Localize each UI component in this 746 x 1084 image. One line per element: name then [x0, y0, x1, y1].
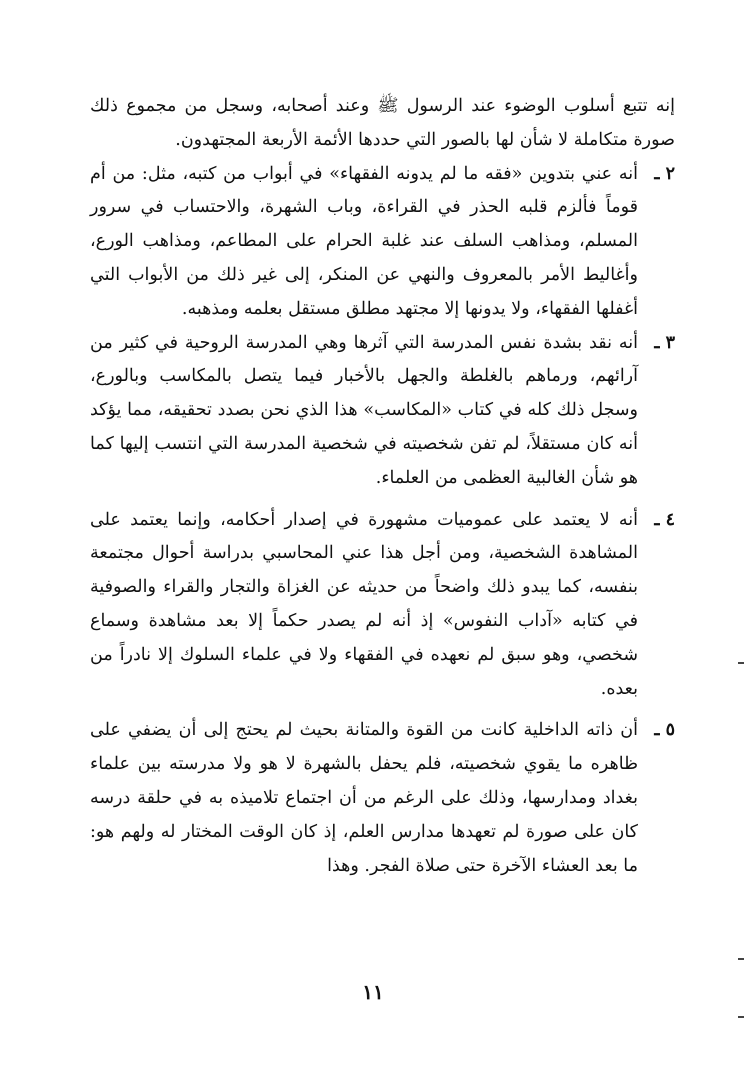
item-number: ٥ ـ — [654, 720, 675, 741]
list-item-2 — [90, 158, 675, 327]
list-item-5 — [90, 714, 675, 883]
item-text: أنه عني بتدوين «فقه ما لم يدونه الفقهاء» في أبواب من كتبه، مثل: من أم قوماً فألزم قلبه الحذر في القراءة، وباب الشهرة، والاحتساب في سرور المسلم، ومذاهب السلف عند غلبة الحرام على المطاعم، ومذاهب الورع، وأغاليط الأمر بالمعروف والنهي عن المنكر، إلى غير ذلك من الأبواب التي أغفلها الفقهاء، ولا يدونها إلا مجتهد مطلق مستقل بعلمه ومذهبه. — [90, 163, 638, 319]
intro-paragraph: إنه تتبع أسلوب الوضوء عند الرسول ﷺ وعند أصحابه، وسجل من مجموع ذلك صورة متكاملة لا شأن لها بالصور التي حددها الأئمة الأربعة المجتهدون. — [90, 96, 675, 150]
scan-mark — [738, 662, 744, 664]
item-text: أن ذاته الداخلية كانت من القوة والمتانة بحيث لم يحتج إلى أن يضفي على ظاهره ما يقوي شخصيته، فلم يحفل بالشهرة لا هو ولا مدرسته بين علماء بغداد ومدارسها، وذلك على الرغم من أن اجتماع تلاميذه به في حلقة درسه كان على صورة لم تعهدها مدارس العلم، إذ كان الوقت المختار له ولهم هو: ما بعد العشاء الآخرة حتى صلاة الفجر. وهذا — [90, 720, 638, 876]
page-body — [90, 90, 675, 883]
item-text: أنه نقد بشدة نفس المدرسة التي آثرها وهي المدرسة الروحية في كثير من آرائهم، ورماهم بالغلطة والجهل بالأخبار فيما يتصل بالمكاسب وبالورع، وسجل ذلك كله في كتاب «المكاسب» هذا الذي نحن بصدد تحقيقه، مما يؤكد أنه كان مستقلاً، لم تفن شخصيته في شخصية المدرسة التي انتسب إليها كما هو شأن الغالبية العظمى من العلماء. — [90, 332, 638, 488]
scan-mark — [738, 1016, 744, 1018]
item-number: ٣ ـ — [654, 332, 675, 353]
list-item-4 — [90, 504, 675, 707]
page-number: ١١ — [362, 980, 384, 1004]
item-number: ٢ ـ — [654, 163, 675, 184]
list-item-3 — [90, 327, 675, 496]
item-text: أنه لا يعتمد على عموميات مشهورة في إصدار أحكامه، وإنما يعتمد على المشاهدة الشخصية، ومن أجل هذا عني المحاسبي بدراسة أحوال مجتمعة بنفسه، كما يبدو ذلك واضحاً من حديثه عن الغزاة والتجار والقراء والصوفية في كتابه «آداب النفوس» إذ أنه لم يصدر حكماً إلا بعد مشاهدة وسماع شخصي، وهو سبق لم نعهده في الفقهاء ولا في علماء السلوك إلا نادراً من بعده. — [90, 509, 638, 699]
scan-mark — [738, 958, 744, 960]
item-number: ٤ ـ — [654, 509, 675, 530]
